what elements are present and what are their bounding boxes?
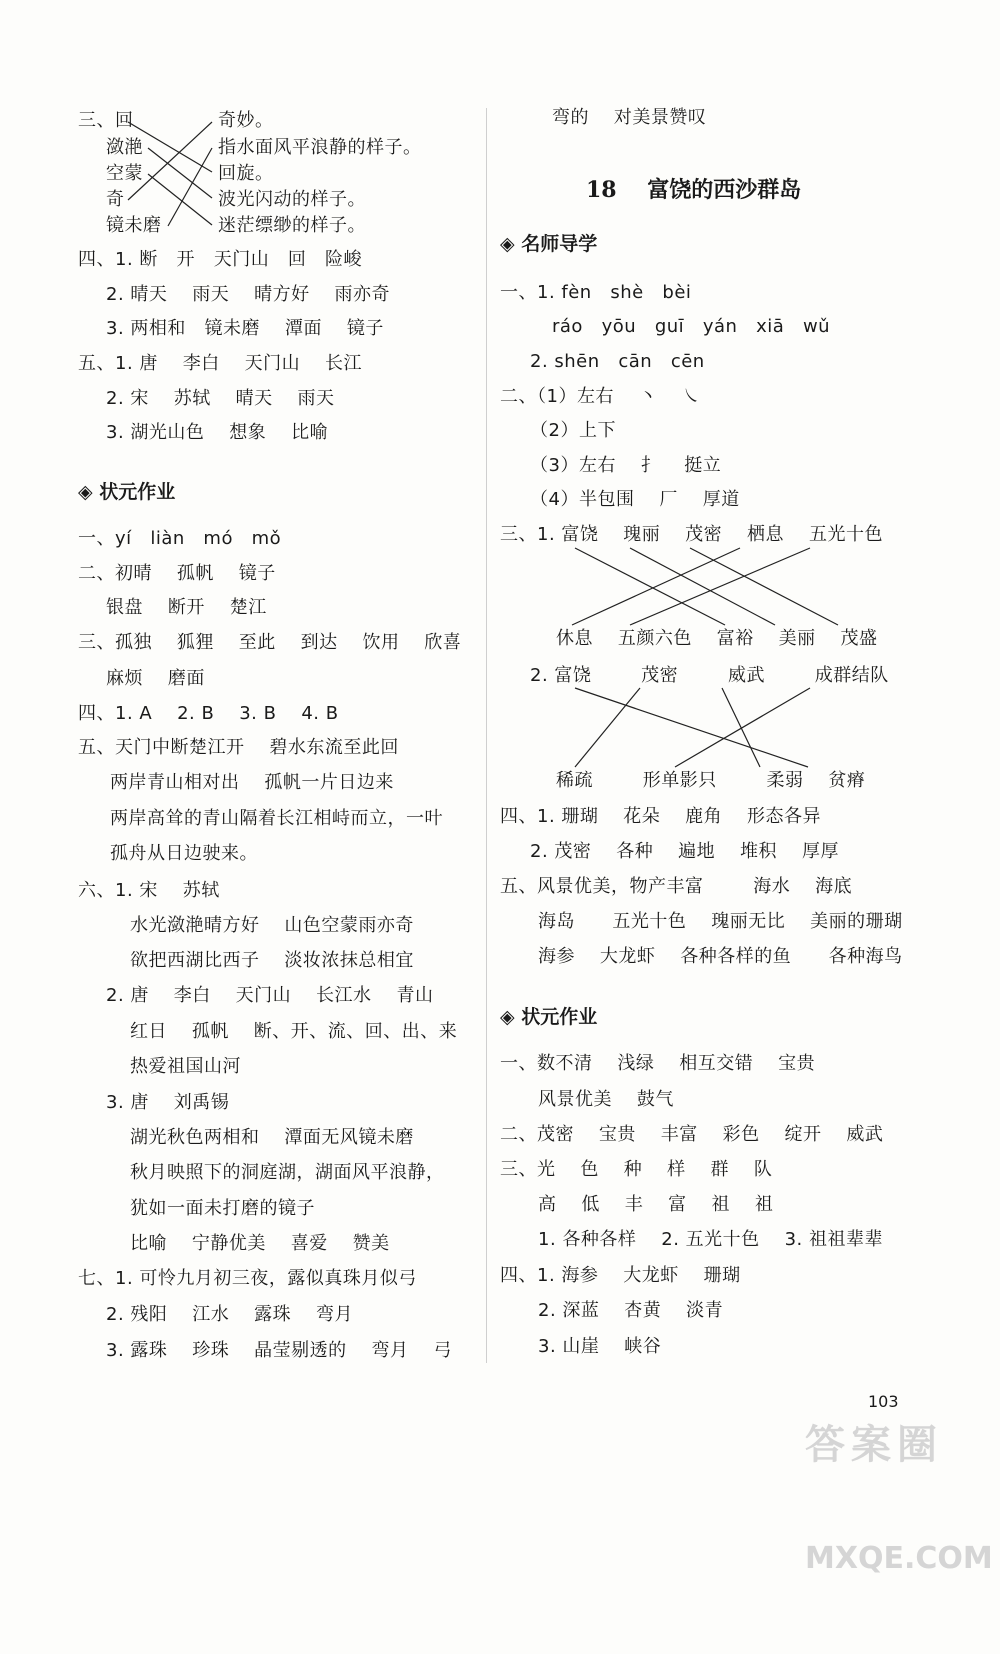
match-line bbox=[690, 548, 838, 625]
left-answer-line: 2. 残阳 江水 露珠 弯月 bbox=[106, 1304, 354, 1325]
right-answer-line: 三、1. 富饶 瑰丽 茂密 栖息 五光十色 bbox=[500, 524, 883, 545]
right-answer-line: 海岛 五光十色 瑰丽无比 美丽的珊瑚 bbox=[538, 911, 903, 932]
left-answer-line: 回旋。 bbox=[218, 163, 274, 184]
left-answer-line: 奇妙。 bbox=[218, 110, 274, 131]
left-answer-line: 两岸青山相对出 孤帆一片日边来 bbox=[110, 772, 394, 793]
left-answer-line: 奇 bbox=[106, 189, 125, 210]
left-answer-line: 四、1. A 2. B 3. B 4. B bbox=[78, 703, 339, 724]
left-answer-line: 湖光秋色两相和 潭面无风镜未磨 bbox=[130, 1127, 414, 1148]
right-answer-line: 高 低 丰 富 祖 祖 bbox=[538, 1194, 774, 1215]
left-answer-line: 热爱祖国山河 bbox=[130, 1056, 241, 1077]
left-answer-line: 麻烦 磨面 bbox=[106, 668, 205, 689]
left-answer-line: 比喻 宁静优美 喜爱 赞美 bbox=[130, 1233, 390, 1254]
match-line bbox=[630, 548, 775, 625]
page-number: 103 bbox=[868, 1392, 899, 1411]
left-answer-line: 三、回 bbox=[78, 110, 134, 131]
right-section-heading-guide: ◈ 名师导学 bbox=[500, 233, 598, 255]
left-answer-line: 波光闪动的样子。 bbox=[218, 189, 366, 210]
column-divider bbox=[486, 108, 487, 1363]
left-section-heading: ◈ 状元作业 bbox=[78, 481, 176, 503]
right-answer-line: 四、1. 珊瑚 花朵 鹿角 形态各异 bbox=[500, 806, 822, 827]
left-answer-line: 2. 唐 李白 天门山 长江水 青山 bbox=[106, 985, 434, 1006]
left-answer-line: 3. 两相和 镜未磨 潭面 镜子 bbox=[106, 318, 384, 339]
left-answer-line: 四、1. 断 开 天门山 回 险峻 bbox=[78, 249, 363, 270]
left-answer-line: 3. 露珠 珍珠 晶莹剔透的 弯月 弓 bbox=[106, 1340, 452, 1361]
left-answer-line: 七、1. 可怜九月初三夜，露似真珠月似弓 bbox=[78, 1268, 417, 1289]
right-answer-line: （3）左右 扌 挺立 bbox=[530, 455, 722, 476]
right-answer-line: 二、（1）左右 丶 ㇏ bbox=[500, 386, 701, 407]
right-answer-line: 稀疏 形单影只 柔弱 贫瘠 bbox=[556, 770, 866, 791]
right-answer-line: 2. shēn cān cēn bbox=[530, 351, 705, 372]
left-answer-line: 秋月映照下的洞庭湖，湖面风平浪静， bbox=[130, 1162, 445, 1183]
right-answer-line: 2. 茂密 各种 遍地 堆积 厚厚 bbox=[530, 841, 839, 862]
right-answer-line: 风景优美 鼓气 bbox=[538, 1089, 674, 1110]
right-answer-line: 一、1. fèn shè bèi bbox=[500, 282, 692, 303]
right-answer-line: 休息 五颜六色 富裕 美丽 茂盛 bbox=[556, 628, 878, 649]
right-answer-line: 四、1. 海参 大龙虾 珊瑚 bbox=[500, 1265, 741, 1286]
left-answer-line: 二、初晴 孤帆 镜子 bbox=[78, 563, 276, 584]
left-answer-line: 3. 湖光山色 想象 比喻 bbox=[106, 422, 329, 443]
left-answer-line: 2. 宋 苏轼 晴天 雨天 bbox=[106, 388, 335, 409]
right-answer-line: （4）半包围 厂 厚道 bbox=[530, 489, 740, 510]
match-line bbox=[168, 148, 212, 226]
right-answer-line: 二、茂密 宝贵 丰富 彩色 绽开 威武 bbox=[500, 1124, 884, 1145]
left-answer-line: 五、天门中断楚江开 碧水东流至此回 bbox=[78, 737, 399, 758]
left-answer-line: 红日 孤帆 断、开、流、回、出、来 bbox=[130, 1021, 458, 1042]
right-answer-line: 五、风景优美，物产丰富 海水 海底 bbox=[500, 876, 853, 897]
match-line bbox=[128, 122, 212, 200]
left-answer-line: 指水面风平浪静的样子。 bbox=[218, 137, 422, 158]
left-answer-line: 犹如一面未打磨的镜子 bbox=[130, 1198, 315, 1219]
left-answer-line: 2. 晴天 雨天 晴方好 雨亦奇 bbox=[106, 284, 391, 305]
left-answer-line: 孤舟从日边驶来。 bbox=[110, 843, 258, 864]
match-line bbox=[675, 688, 810, 767]
left-answer-line: 一、yí liàn mó mǒ bbox=[78, 528, 282, 549]
right-section-heading-homework: ◈ 状元作业 bbox=[500, 1006, 598, 1028]
left-answer-line: 3. 唐 刘禹锡 bbox=[106, 1092, 230, 1113]
left-answer-line: 五、1. 唐 李白 天门山 长江 bbox=[78, 353, 363, 374]
left-answer-line: 镜未磨 bbox=[106, 215, 162, 236]
right-answer-line: （2）上下 bbox=[530, 420, 616, 441]
right-answer-line: 一、数不清 浅绿 相互交错 宝贵 bbox=[500, 1053, 816, 1074]
watermark-title: 答案圈 bbox=[805, 1422, 943, 1468]
match-line bbox=[148, 148, 212, 198]
match-line bbox=[575, 688, 808, 767]
left-answer-line: 六、1. 宋 苏轼 bbox=[78, 880, 220, 901]
left-answer-line: 两岸高耸的青山隔着长江相峙而立，一叶 bbox=[110, 808, 443, 829]
left-answer-line: 迷茫缥缈的样子。 bbox=[218, 215, 366, 236]
right-answer-line: 2. 深蓝 杏黄 淡青 bbox=[538, 1300, 724, 1321]
match-line bbox=[722, 688, 760, 767]
left-answer-line: 欲把西湖比西子 淡妆浓抹总相宜 bbox=[130, 950, 414, 971]
lesson-title: 18 富饶的西沙群岛 bbox=[586, 177, 802, 203]
right-answer-line: 2. 富饶 茂密 威武 成群结队 bbox=[530, 665, 889, 686]
watermark-url: MXQE.COM bbox=[805, 1541, 993, 1576]
watermark-logo bbox=[805, 1350, 995, 1576]
right-answer-line: ráo yōu guī yán xiā wǔ bbox=[552, 316, 831, 337]
left-answer-line: 潋滟 bbox=[106, 137, 143, 158]
right-answer-line: 1. 各种各样 2. 五光十色 3. 祖祖辈辈 bbox=[538, 1229, 883, 1250]
match-line bbox=[630, 548, 810, 625]
right-answer-line: 3. 山崖 峡谷 bbox=[538, 1336, 662, 1357]
left-answer-line: 空蒙 bbox=[106, 163, 143, 184]
match-line bbox=[572, 548, 740, 625]
right-answer-line: 海参 大龙虾 各种各样的鱼 各种海鸟 bbox=[538, 946, 903, 967]
right-answer-line: 弯的 对美景赞叹 bbox=[552, 107, 707, 128]
left-answer-line: 水光潋滟晴方好 山色空蒙雨亦奇 bbox=[130, 915, 414, 936]
match-line bbox=[575, 688, 640, 767]
right-answer-line: 三、光 色 种 样 群 队 bbox=[500, 1159, 773, 1180]
left-answer-line: 银盘 断开 楚江 bbox=[106, 597, 267, 618]
match-line bbox=[575, 548, 725, 625]
left-answer-line: 三、孤独 狐狸 至此 到达 饮用 欣喜 bbox=[78, 632, 462, 653]
